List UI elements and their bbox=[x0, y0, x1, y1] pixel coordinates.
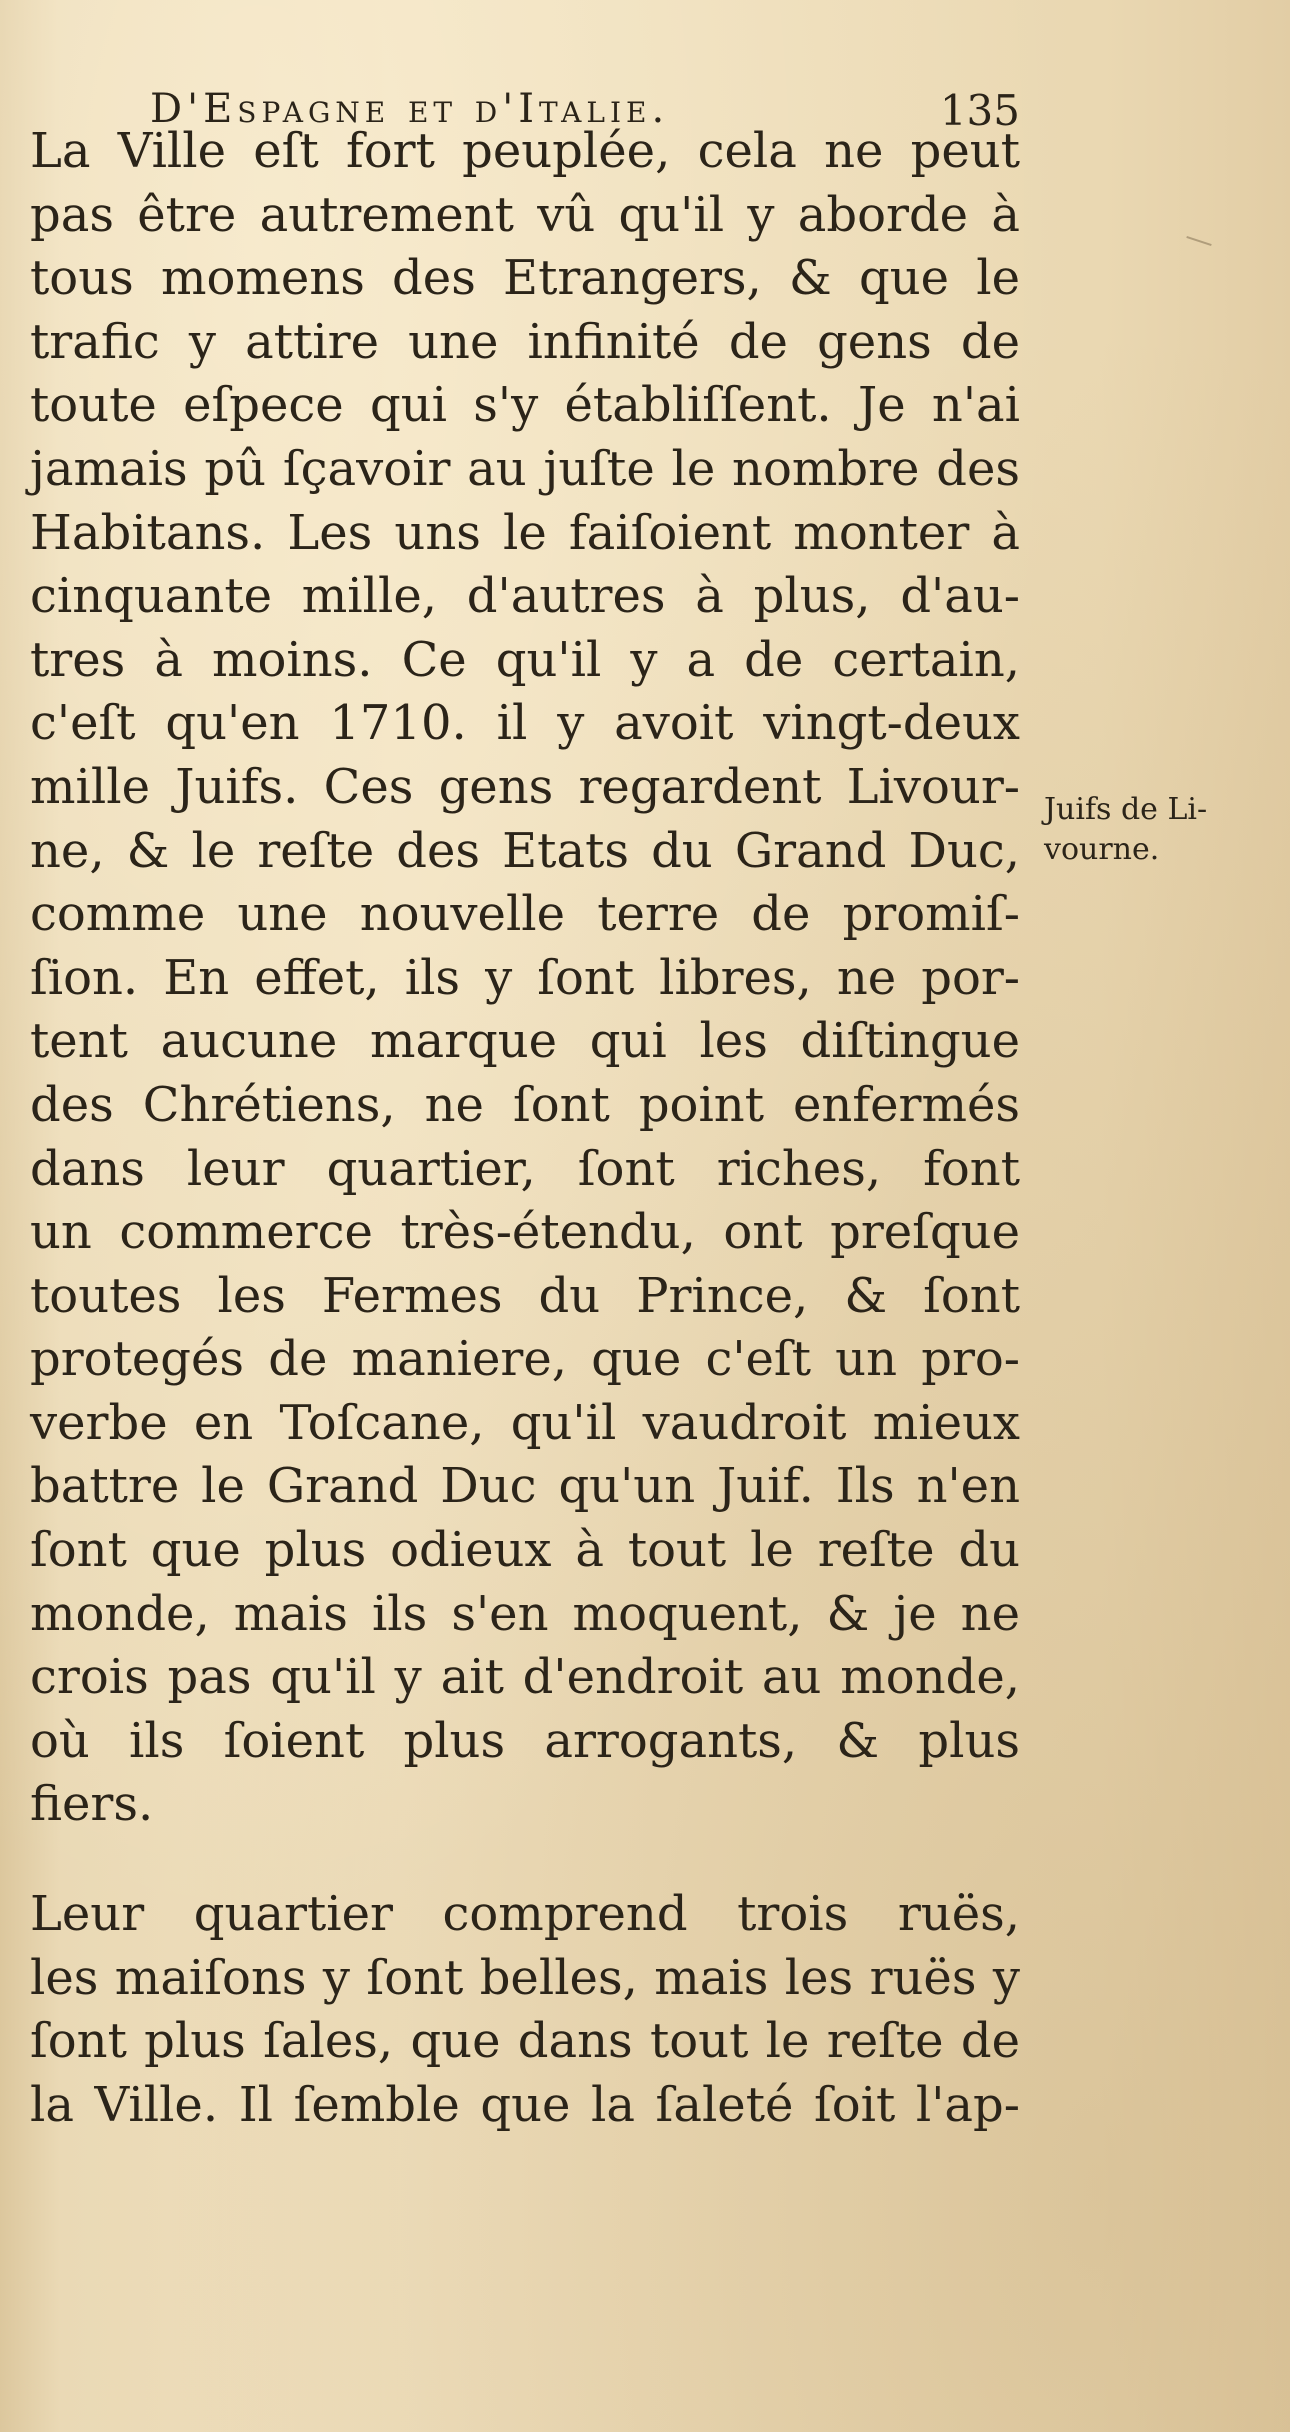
text-line: où ils ſoient plus arrogants, & plus bbox=[30, 1712, 1020, 1769]
text-line: les maiſons y ſont belles, mais les ruës y bbox=[30, 1949, 1020, 2006]
text-line: dans leur quartier, ſont riches, font bbox=[30, 1140, 1020, 1197]
text-line: La Ville eſt fort peuplée, cela ne peut bbox=[30, 123, 1020, 179]
marginal-note-line: vourne. bbox=[1044, 832, 1160, 867]
text-line: tent aucune marque qui les diſtingue bbox=[30, 1013, 1020, 1070]
text-line: fiers. bbox=[30, 1776, 154, 1833]
text-line: protegés de maniere, que c'eſt un pro- bbox=[30, 1331, 1020, 1388]
text-line: un commerce très-étendu, ont preſque bbox=[30, 1204, 1020, 1261]
text-line: Habitans. Les uns le faiſoient monter à bbox=[30, 504, 1020, 561]
text-line: des Chrétiens, ne ſont point enfermés bbox=[30, 1076, 1020, 1133]
text-line: cinquante mille, d'autres à plus, d'au- bbox=[30, 568, 1020, 625]
text-line: jamais pû ſçavoir au juſte le nombre des bbox=[30, 440, 1020, 497]
text-line: tous momens des Etrangers, & que le bbox=[30, 250, 1020, 307]
text-line: trafic y attire une infinité de gens de bbox=[30, 313, 1020, 370]
text-line: ſont que plus odieux à tout le reſte du bbox=[30, 1522, 1020, 1579]
paragraph-1 bbox=[30, 120, 1020, 1837]
text-line: la Ville. Il ſemble que la ſaleté ſoit l'ap- bbox=[30, 2076, 1020, 2133]
text-line: c'eſt qu'en 1710. il y avoit vingt-deux bbox=[30, 695, 1020, 752]
stray-ink-mark bbox=[1186, 236, 1211, 246]
paragraph-gap bbox=[30, 1837, 1020, 1883]
page-number: 135 bbox=[939, 86, 1020, 135]
text-line: tres à moins. Ce qu'il y a de certain, bbox=[30, 631, 1020, 688]
text-line: ſion. En effet, ils y ſont libres, ne por- bbox=[30, 949, 1020, 1006]
text-line: ne, & le reſte des Etats du Grand Duc, bbox=[30, 822, 1020, 879]
text-line: crois pas qu'il y ait d'endroit au monde, bbox=[30, 1649, 1020, 1706]
body-text bbox=[30, 120, 1020, 2137]
text-line: verbe en Toſcane, qu'il vaudroit mieux bbox=[30, 1394, 1020, 1451]
paragraph-2 bbox=[30, 1883, 1020, 2137]
text-line: monde, mais ils s'en moquent, & je ne bbox=[30, 1585, 1020, 1642]
text-line: mille Juifs. Ces gens regardent Livour- bbox=[30, 758, 1020, 815]
marginal-note-line: Juifs de Li- bbox=[1044, 792, 1208, 827]
text-line: comme une nouvelle terre de promiſ- bbox=[30, 886, 1020, 943]
text-line: pas être autrement vû qu'il y aborde à bbox=[30, 186, 1020, 243]
marginal-note bbox=[1044, 790, 1284, 870]
running-head-title: D'Espagne et d'Italie. bbox=[150, 86, 670, 132]
text-line: toutes les Fermes du Prince, & ſont bbox=[30, 1267, 1020, 1324]
text-line: Leur quartier comprend trois ruës, bbox=[30, 1886, 1020, 1943]
text-line: toute eſpece qui s'y établiſſent. Je n'ai bbox=[30, 377, 1020, 434]
text-line: battre le Grand Duc qu'un Juif. Ils n'en bbox=[30, 1458, 1020, 1515]
text-line: ſont plus ſales, que dans tout le reſte de bbox=[30, 2013, 1020, 2070]
